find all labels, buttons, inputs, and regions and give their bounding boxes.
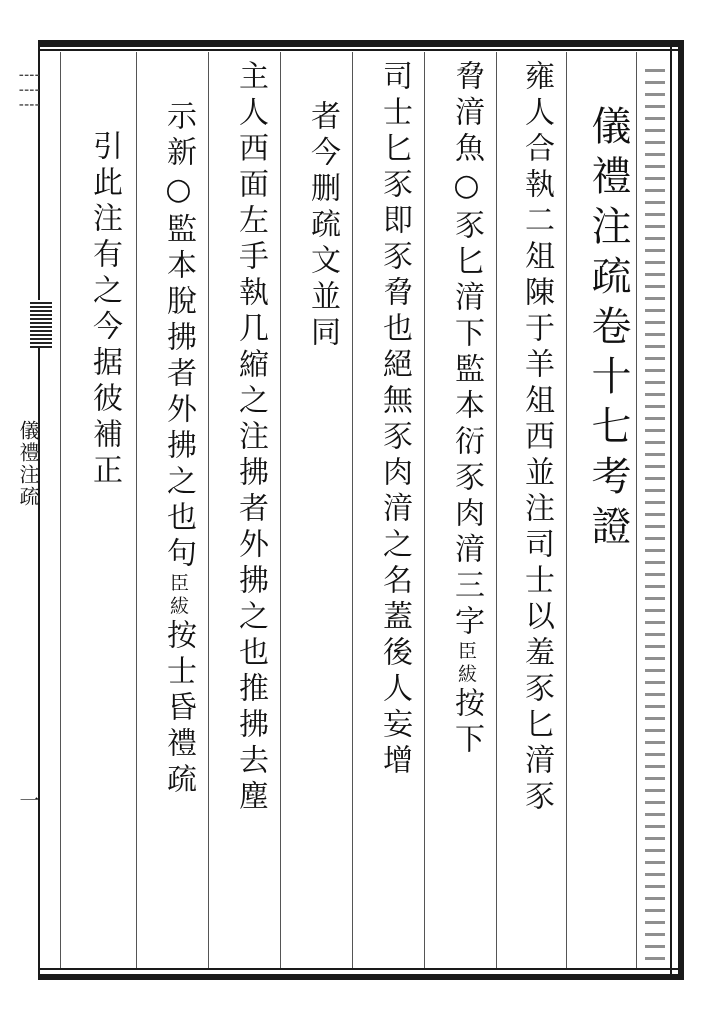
text-column-3 <box>366 60 422 780</box>
column-text-tail: 按士昏禮疏 <box>161 619 196 799</box>
column-text: 主人西面左手執几縮之注拂者外拂之也推拂去塵 <box>233 60 268 816</box>
chapter-title <box>580 105 636 555</box>
column-text-tail: 按下 <box>449 687 484 759</box>
frame-left-rule <box>38 40 40 980</box>
column-divider <box>496 52 497 968</box>
spine-faded-marks: ┊┊┊ <box>18 70 39 115</box>
border-texture <box>645 60 665 960</box>
editor-note: 臣紱 <box>167 573 189 619</box>
text-column-6 <box>150 100 206 799</box>
frame-bottom-thin-rule <box>38 968 678 970</box>
column-divider <box>424 52 425 968</box>
frame-right-thin-rule <box>670 40 672 980</box>
spine-page-number: 一 <box>16 790 40 810</box>
frame-right-rule <box>678 40 684 980</box>
text-column-4 <box>294 100 350 352</box>
text-column-7 <box>76 130 132 490</box>
column-text: 引此注有之今据彼補正 <box>87 130 122 490</box>
chapter-title-text: 儀禮注疏卷十七考證 <box>585 105 631 555</box>
text-column-5 <box>222 60 278 816</box>
fish-tail-ornament <box>30 300 52 348</box>
column-divider <box>136 52 137 968</box>
editor-note: 臣紱 <box>455 641 477 687</box>
column-text: 脅湇魚○豕匕湇下監本衍豕肉湇三字 <box>449 60 484 641</box>
frame-top-thin-rule <box>38 49 678 51</box>
frame-bottom-rule <box>38 974 678 980</box>
column-text: 示新○監本脫拂者外拂之也句 <box>161 100 196 573</box>
column-text: 雍人合執二俎陳于羊俎西並注司士以羞豕匕湇豕 <box>519 60 554 816</box>
frame-top-rule <box>38 40 678 47</box>
text-column-2 <box>438 60 494 759</box>
column-text: 者今删疏文並同 <box>305 100 340 352</box>
column-divider <box>280 52 281 968</box>
text-column-1 <box>508 60 564 816</box>
column-text: 司士匕豕即豕脅也絕無豕肉湇之名蓋後人妄增 <box>377 60 412 780</box>
column-divider <box>60 52 61 968</box>
spine-title: 儀禮注疏 <box>16 420 40 508</box>
column-divider <box>636 52 637 968</box>
column-divider <box>566 52 567 968</box>
column-divider <box>208 52 209 968</box>
column-divider <box>352 52 353 968</box>
